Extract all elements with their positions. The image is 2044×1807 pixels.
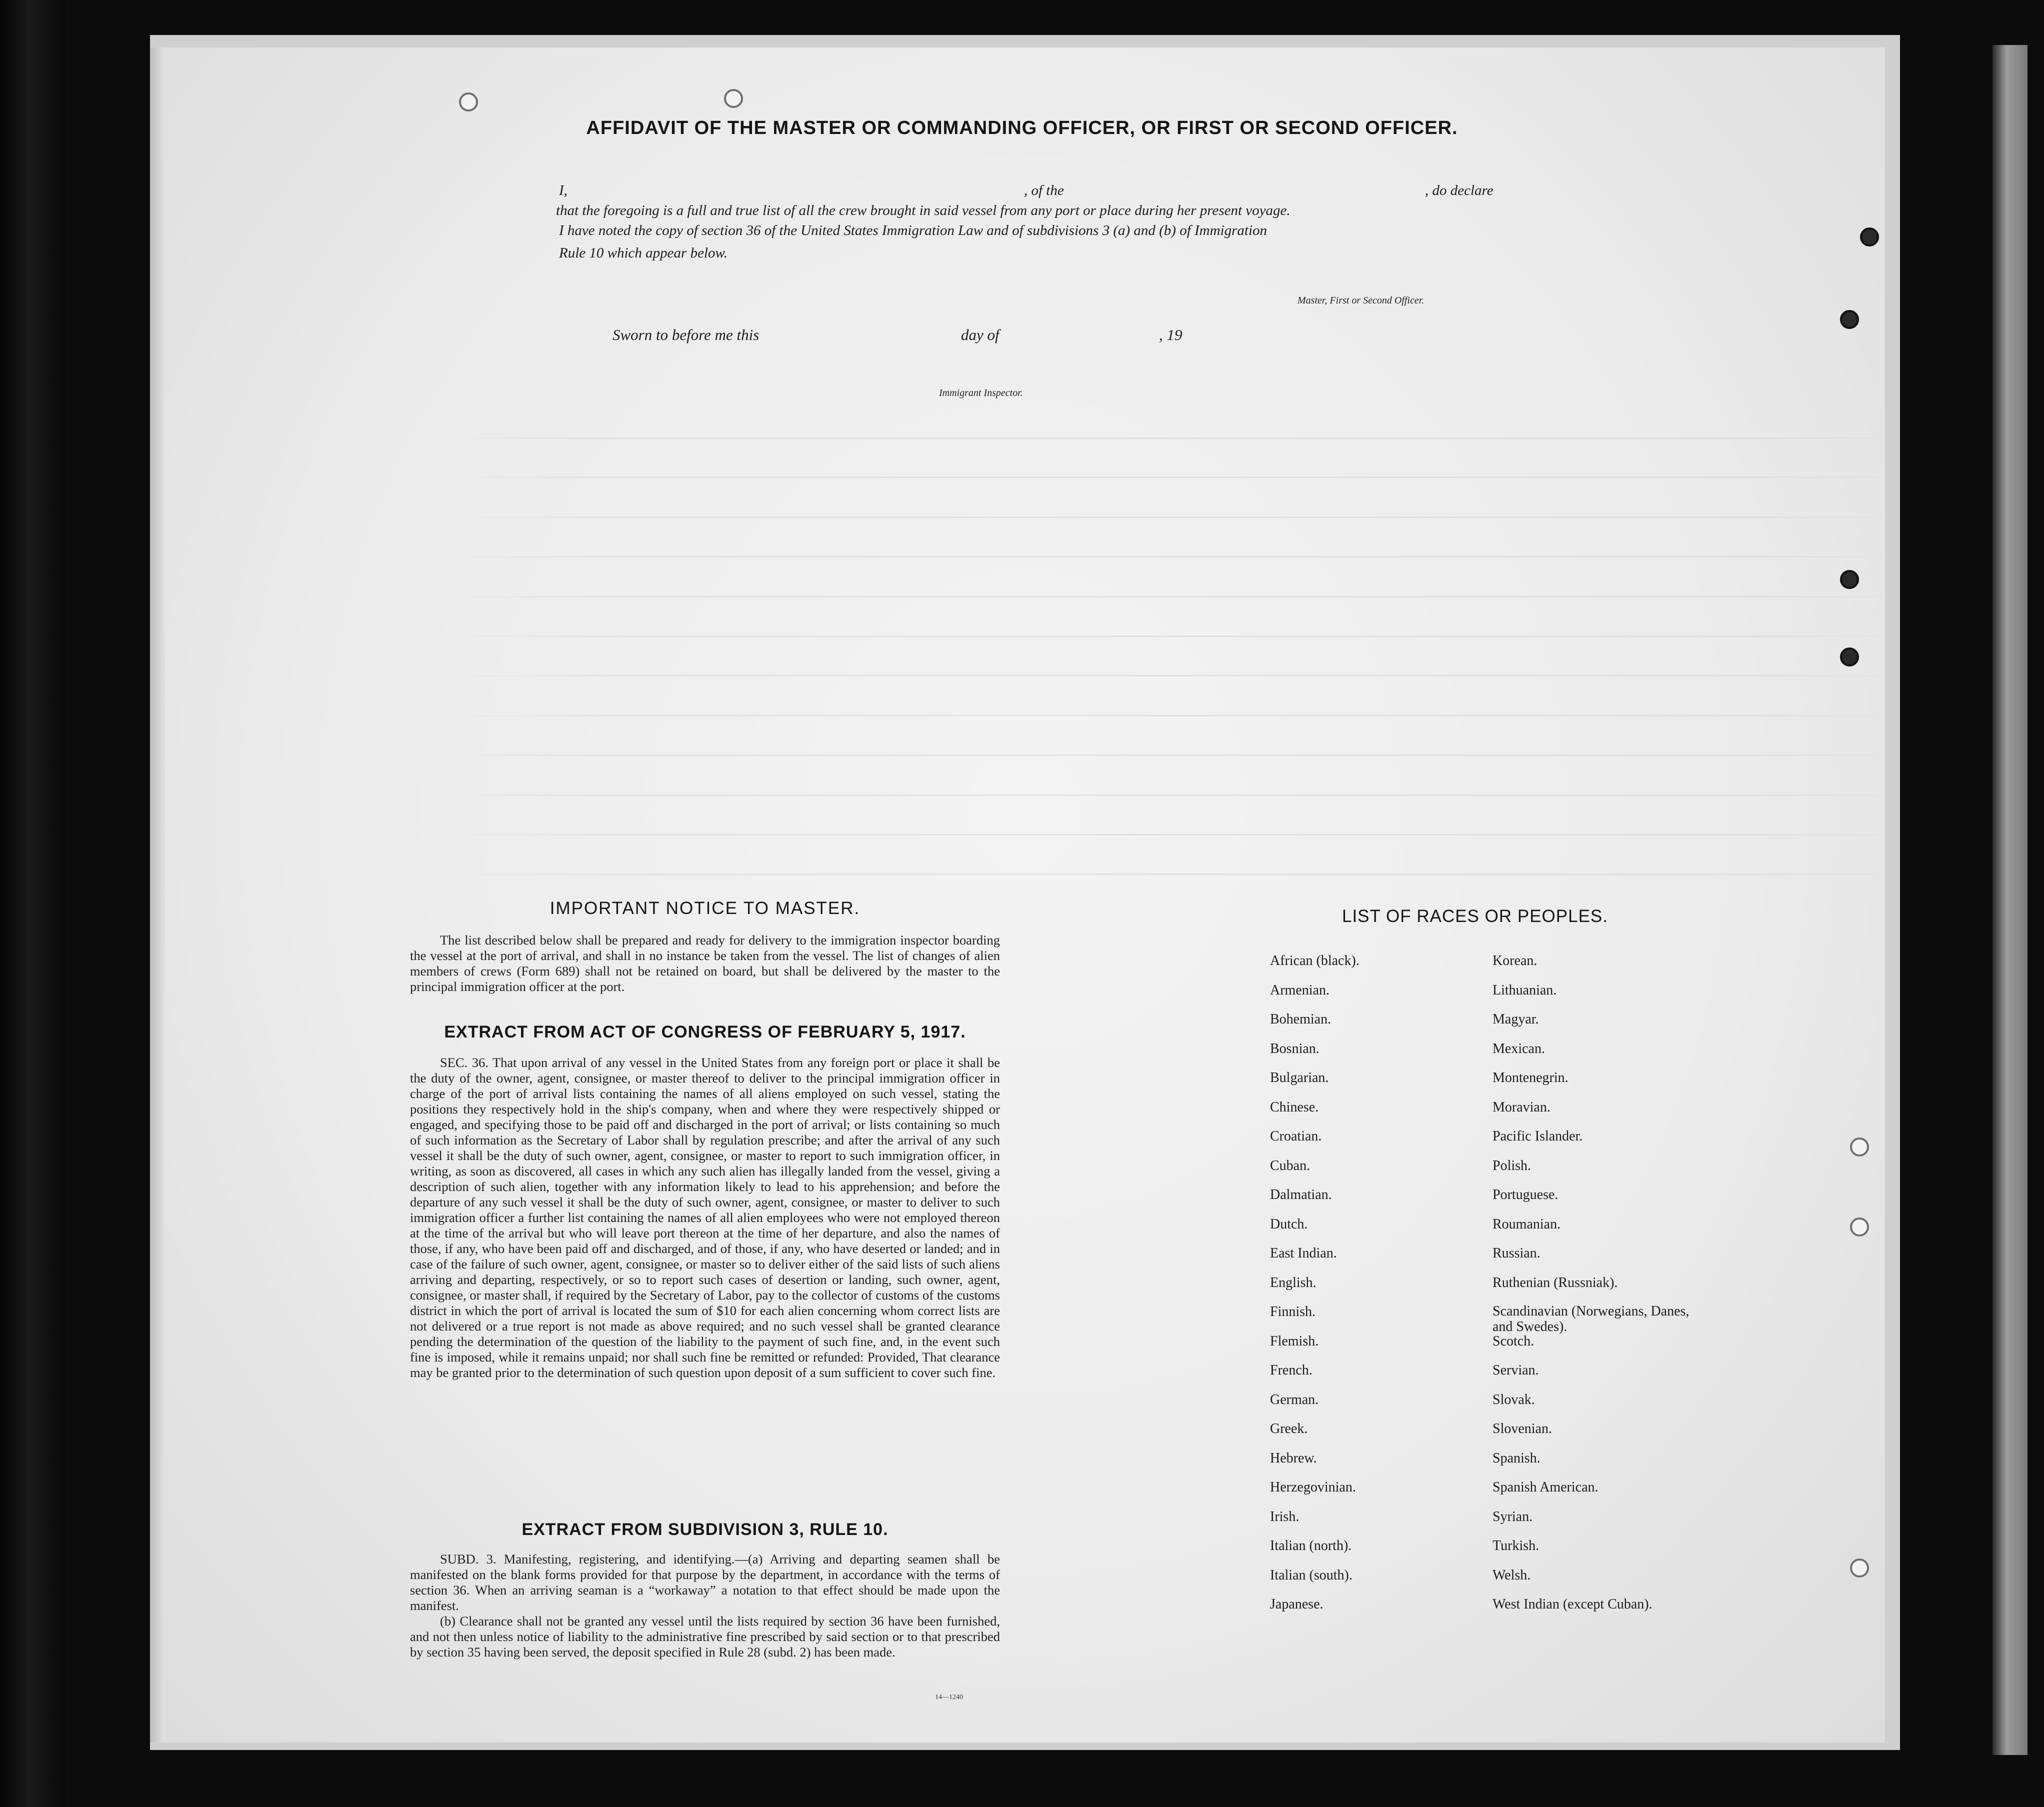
punch-hole-icon — [1840, 570, 1859, 589]
rule-extract-title: EXTRACT FROM SUBDIVISION 3, RULE 10. — [522, 1520, 888, 1539]
race-item: English. — [1270, 1274, 1316, 1290]
act-extract-title: EXTRACT FROM ACT OF CONGRESS OF FEBRUARY 5, 1917. — [444, 1022, 966, 1042]
race-item: East Indian. — [1270, 1246, 1337, 1261]
races-left-column — [1270, 952, 1360, 1626]
sworn-year: , 19 — [1159, 326, 1182, 344]
race-item: Dutch. — [1270, 1216, 1308, 1232]
notice-body — [410, 932, 1000, 994]
race-item: Slovenian. — [1492, 1421, 1552, 1436]
race-item: Pacific Islander. — [1492, 1128, 1583, 1144]
race-item: Herzegovinian. — [1270, 1480, 1356, 1495]
act-extract-body — [410, 1055, 1000, 1380]
affidavit-line-2: that the foregoing is a full and true list of all the crew brought in said vessel from any port or place during her present voyage. — [556, 202, 1290, 218]
race-item: West Indian (except Cuban). — [1492, 1596, 1652, 1612]
section-36-paragraph: SEC. 36. That upon arrival of any vessel in the United States from any foreign port or place it shall be the duty of the owner, agent, consignee, or master thereof to deliver to the principal immigration officer in charge of the port of arrival lists containing the names of all aliens employed on such vessel, stating the positions they respectively hold in the ship's company, when and where they were respectively shipped or engaged, and specifying those to be paid off and discharged in the port of arrival; or lists containing so much of such information as the Secretary of Labor shall by regulation prescribe; and after the arrival of any such vessel it shall be the duty of such owner, agent, consignee, or master to report to such immigration officer, in writing, as soon as discovered, all cases in which any such alien has illegally landed from the vessel, giving a description of such alien, together with any information likely to lead to his apprehension; and before the departure of any such vessel it shall be the duty of such owner, agent, consignee, or master to deliver to such immigration officer a further list containing the names of all alien employees who were not employed thereon at the time of the arrival but who will leave port thereon at the time of her departure, and also the names of those, if any, who have been paid off and discharged, and of those, if any, who have deserted or landed; and in case of the failure of such owner, agent, consignee, or master so to deliver either of the said lists of such aliens arriving and departing, respectively, or so to report such cases of desertion or landing, such owner, agent, consignee, or master shall, if required by the Secretary of Labor, pay to the collector of customs of the customs district in which the port of arrival is located the sum of $10 for each alien concerning whom correct lists are not delivered or a true report is not made as above required; and no such vessel shall be granted clearance pending the determination of the question of the liability to the payment of such fine, and, in the event such fine is imposed, while it remains unpaid; nor shall such fine be remitted or refunded: Provided, That clearance may be granted prior to the determination of such question upon deposit of a sum sufficient to cover such fine. — [410, 1055, 1000, 1380]
punch-hole-icon — [1850, 1558, 1869, 1578]
punch-hole-icon — [1840, 648, 1859, 666]
race-item: Finnish. — [1270, 1304, 1316, 1320]
race-item: Scotch. — [1492, 1333, 1534, 1349]
rule-extract-body — [410, 1552, 1000, 1660]
race-item: Greek. — [1270, 1421, 1308, 1436]
race-item: Korean. — [1492, 953, 1538, 968]
race-item: Italian (north). — [1270, 1538, 1352, 1554]
race-item: Japanese. — [1270, 1596, 1324, 1612]
adjacent-page-sliver — [1992, 45, 2028, 1755]
race-item: Italian (south). — [1270, 1567, 1352, 1583]
race-item: Mexican. — [1492, 1040, 1545, 1056]
race-item: Scandinavian (Norwegians, Danes, and Swedes). — [1492, 1304, 1690, 1334]
race-item: Montenegrin. — [1492, 1070, 1568, 1086]
race-item: Hebrew. — [1270, 1450, 1317, 1466]
affidavit-of-the: , of the — [1024, 182, 1064, 198]
race-item: Servian. — [1492, 1362, 1539, 1378]
race-item: Syrian. — [1492, 1508, 1533, 1524]
affidavit-line-3: I have noted the copy of section 36 of the United States Immigration Law and of subdivisions 3 (a) and (b) of Immigration — [559, 222, 1268, 238]
race-item: Flemish. — [1270, 1333, 1319, 1349]
race-item: Lithuanian. — [1492, 982, 1557, 998]
form-number: 14—1240 — [935, 1694, 963, 1701]
race-item: Welsh. — [1492, 1567, 1531, 1583]
race-item: German. — [1270, 1392, 1319, 1408]
notice-paragraph: The list described below shall be prepared and ready for delivery to the immigration inspector boarding the vessel at the port of arrival, and shall in no instance be taken from the vessel. The list of changes of alien members of crews (Form 689) shall not be retained on board, but shall be delivered by the master to the principal immigration officer at the port. — [410, 932, 1000, 994]
punch-hole-icon — [1850, 1138, 1869, 1156]
race-item: Bulgarian. — [1270, 1070, 1329, 1086]
race-item: Cuban. — [1270, 1158, 1310, 1174]
race-item: Turkish. — [1492, 1538, 1540, 1554]
sworn-day-of: day of — [961, 326, 1000, 344]
affidavit-i: I, — [559, 182, 568, 198]
film-border-left — [0, 0, 65, 1807]
master-signature-label: Master, First or Second Officer. — [1298, 295, 1424, 306]
race-item: Croatian. — [1270, 1128, 1322, 1144]
race-item: Irish. — [1270, 1508, 1300, 1524]
punch-hole-icon — [724, 89, 743, 108]
race-item: Spanish. — [1492, 1450, 1540, 1466]
race-item: Armenian. — [1270, 982, 1330, 998]
page-edge — [150, 48, 165, 1742]
race-item: Polish. — [1492, 1158, 1532, 1174]
notice-title: IMPORTANT NOTICE TO MASTER. — [550, 898, 860, 918]
punch-hole-icon — [1840, 310, 1859, 329]
race-item: French. — [1270, 1362, 1312, 1378]
race-item: Spanish American. — [1492, 1480, 1598, 1495]
subd-a-paragraph: SUBD. 3. Manifesting, registering, and identifying.—(a) Arriving and departing seamen shall be manifested on the blank forms provided for that purpose by the department, in accordance with the terms of section 36. When an arriving seaman is a “workaway” a notation to that effect should be made upon the manifest. — [410, 1552, 1000, 1613]
subd-b-paragraph: (b) Clearance shall not be granted any vessel until the lists required by section 36 have been furnished, and not then unless notice of liability to the administrative fine prescribed by said section or to that prescribed by section 35 having been served, the deposit specified in Rule 28 (subd. 2) has been made. — [410, 1614, 1000, 1660]
affidavit-declare: , do declare — [1425, 182, 1494, 198]
race-item: Bohemian. — [1270, 1012, 1332, 1027]
races-right-column — [1492, 952, 1702, 1626]
race-item: Ruthenian (Russniak). — [1492, 1274, 1618, 1290]
punch-hole-icon — [459, 92, 478, 112]
race-item: Chinese. — [1270, 1099, 1319, 1115]
punch-hole-icon — [1860, 228, 1879, 246]
affidavit-line-4: Rule 10 which appear below. — [559, 245, 728, 261]
punch-hole-icon — [1850, 1218, 1869, 1236]
race-item: Dalmatian. — [1270, 1187, 1332, 1202]
affidavit-title: AFFIDAVIT OF THE MASTER OR COMMANDING OFFICER, OR FIRST OR SECOND OFFICER. — [586, 118, 1458, 138]
race-item: Bosnian. — [1270, 1040, 1320, 1056]
race-item: Russian. — [1492, 1246, 1540, 1261]
race-item: African (black). — [1270, 953, 1360, 968]
race-item: Portuguese. — [1492, 1187, 1558, 1202]
race-item: Magyar. — [1492, 1012, 1539, 1027]
races-title: LIST OF RACES OR PEOPLES. — [1342, 906, 1608, 926]
race-item: Roumanian. — [1492, 1216, 1561, 1232]
race-item: Slovak. — [1492, 1392, 1535, 1408]
inspector-signature-label: Immigrant Inspector. — [939, 388, 1023, 398]
sworn-text: Sworn to before me this — [612, 326, 760, 344]
race-item: Moravian. — [1492, 1099, 1550, 1115]
